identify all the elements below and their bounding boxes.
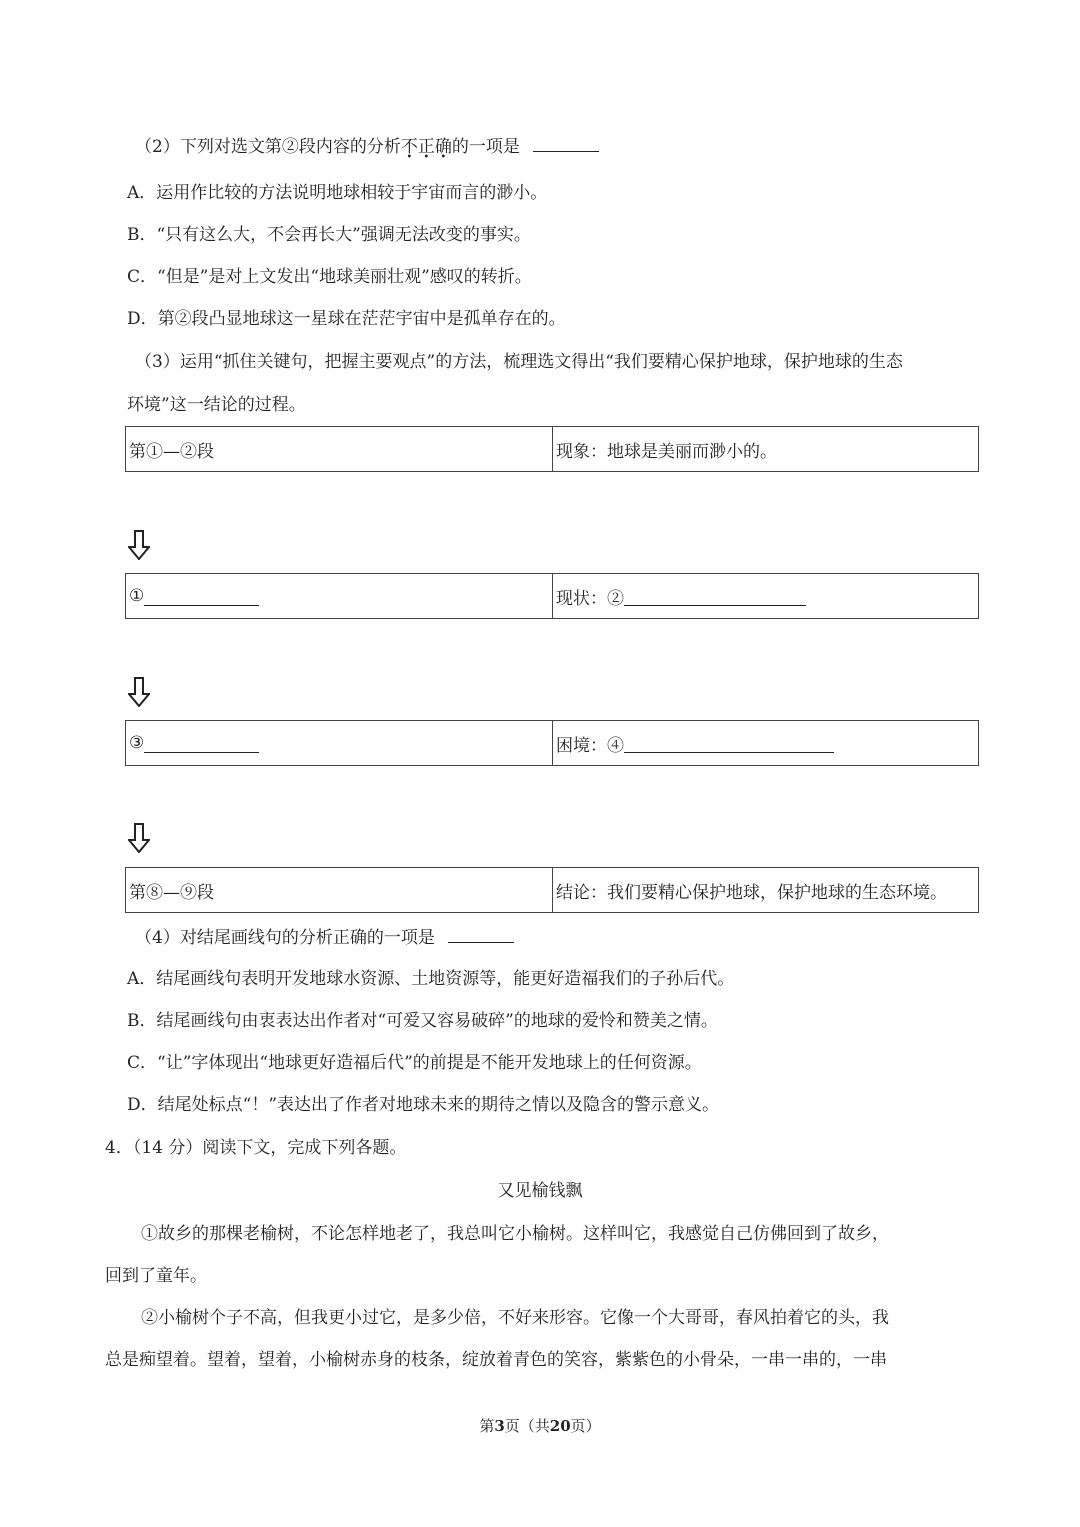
section4-heading: 4．（14 分）阅读下文，完成下列各题。 bbox=[105, 1138, 407, 1158]
q4-option-d: D．结尾处标点“！”表达出了作者对地球未来的期待之情以及隐含的警示意义。 bbox=[127, 1095, 720, 1115]
q4-stem-text: （4）对结尾画线句的分析正确的一项是 bbox=[135, 928, 435, 948]
flow-row-2-left-label: ① bbox=[129, 586, 145, 606]
footer-mid: 页（共 bbox=[504, 1417, 550, 1435]
passage-p2-line1: ②小榆树个子不高，但我更小过它，是多少倍，不好来形容。它像一个大哥哥，春风拍着它的头，我 bbox=[141, 1308, 889, 1328]
q2-stem-before: （2）下列对选文第②段内容的分析 bbox=[135, 137, 401, 157]
footer-page-total: 20 bbox=[549, 1417, 571, 1435]
q4-stem bbox=[135, 924, 514, 950]
q2-stem-after: 的一项是 bbox=[451, 137, 520, 157]
flow-row-3-left bbox=[126, 721, 553, 765]
q3-stem-line2: 环境”这一结论的过程。 bbox=[127, 395, 306, 415]
down-arrow-icon bbox=[128, 530, 150, 560]
passage-p1-line1: ①故乡的那棵老榆树，不论怎样地老了，我总叫它小榆树。这样叫它，我感觉自己仿佛回到了故乡， bbox=[141, 1224, 889, 1244]
blank-4[interactable] bbox=[624, 734, 834, 753]
blank-3[interactable] bbox=[144, 734, 259, 753]
blank-1[interactable] bbox=[144, 587, 259, 606]
flow-row-3 bbox=[125, 720, 979, 766]
flow-row-4-left: 第⑧—⑨段 bbox=[126, 868, 553, 912]
q2-option-c: C．“但是”是对上文发出“地球美丽壮观”感叹的转折。 bbox=[127, 267, 532, 287]
flow-row-1-left: 第①—②段 bbox=[126, 427, 553, 471]
footer-pre: 第 bbox=[479, 1417, 495, 1435]
q2-stem-emph-2: 正 bbox=[417, 137, 435, 157]
flow-row-2-left bbox=[126, 574, 553, 618]
page-footer bbox=[0, 1415, 1080, 1436]
down-arrow-icon bbox=[128, 823, 150, 853]
q3-stem-line1: （3）运用“抓住关键句，把握主要观点”的方法，梳理选文得出“我们要精心保护地球，保护地球的生态 bbox=[135, 352, 903, 372]
q4-option-a: A．结尾画线句表明开发地球水资源、土地资源等，能更好造福我们的子孙后代。 bbox=[127, 969, 735, 989]
flow-row-2-right-label: 现状：② bbox=[556, 588, 624, 609]
flow-row-3-right-label: 困境：④ bbox=[556, 735, 624, 756]
passage-p1-line2: 回到了童年。 bbox=[105, 1266, 207, 1286]
q2-stem bbox=[135, 133, 599, 159]
q4-option-c: C．“让”字体现出“地球更好造福后代”的前提是不能开发地球上的任何资源。 bbox=[127, 1053, 702, 1073]
q2-answer-blank[interactable] bbox=[533, 133, 599, 152]
q2-option-d: D．第②段凸显地球这一星球在茫茫宇宙中是孤单存在的。 bbox=[127, 309, 566, 329]
footer-page-number: 3 bbox=[494, 1417, 505, 1435]
flow-row-4 bbox=[125, 867, 979, 913]
q4-option-b: B．结尾画线句由衷表达出作者对“可爱又容易破碎”的地球的爱怜和赞美之情。 bbox=[127, 1011, 718, 1031]
q2-option-a: A．运用作比较的方法说明地球相较于宇宙而言的渺小。 bbox=[127, 183, 548, 203]
q2-option-b: B．“只有这么大，不会再长大”强调无法改变的事实。 bbox=[127, 225, 531, 245]
down-arrow-icon bbox=[128, 677, 150, 707]
flow-row-4-right: 结论：我们要精心保护地球，保护地球的生态环境。 bbox=[556, 882, 947, 903]
q2-stem-emph-3: 确 bbox=[434, 137, 452, 157]
flow-row-1 bbox=[125, 426, 979, 472]
flow-row-1-right: 现象：地球是美丽而渺小的。 bbox=[556, 441, 777, 462]
footer-post: 页） bbox=[570, 1417, 601, 1435]
passage-p2-line2: 总是痴望着。望着，望着，小榆树赤身的枝条，绽放着青色的笑容，紫紫色的小骨朵，一串一串的，一串 bbox=[105, 1350, 887, 1370]
blank-2[interactable] bbox=[624, 587, 806, 606]
flow-row-2-right bbox=[553, 574, 978, 618]
flow-row-3-right bbox=[553, 721, 978, 765]
passage-title: 又见榆钱飘 bbox=[497, 1181, 583, 1201]
q4-answer-blank[interactable] bbox=[448, 924, 514, 943]
flow-row-2 bbox=[125, 573, 979, 619]
flow-row-3-left-label: ③ bbox=[129, 733, 145, 753]
q2-stem-emph-1: 不 bbox=[400, 137, 418, 157]
